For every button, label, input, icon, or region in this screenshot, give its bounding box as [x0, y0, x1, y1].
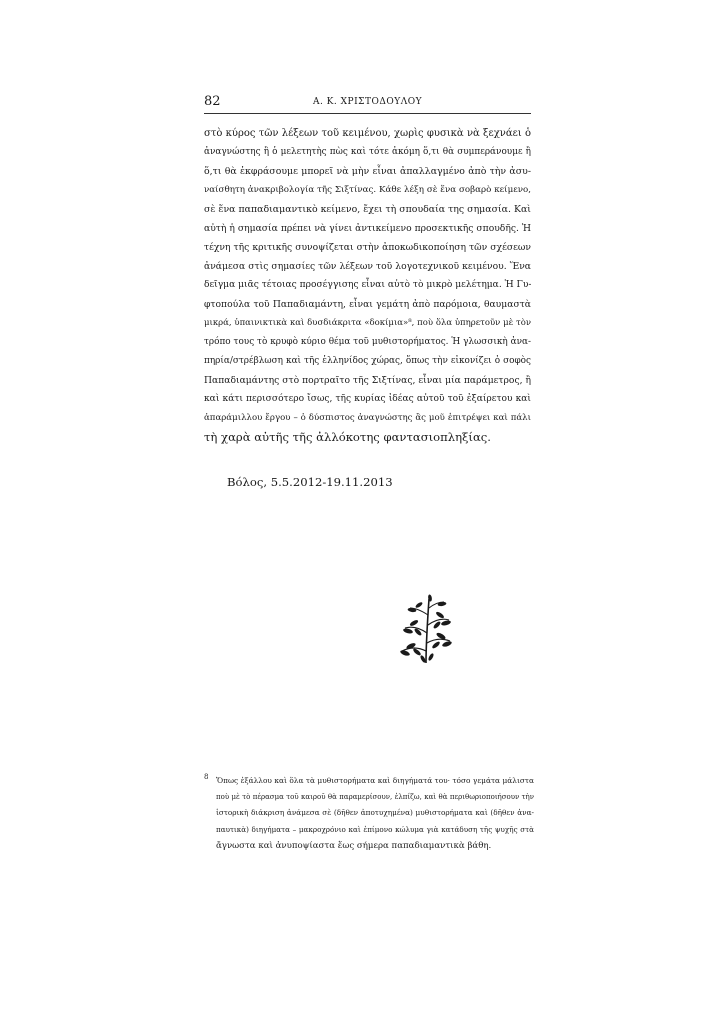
body-line: ἀνάμεσα στὶς σημασίες τῶν λέξεων τοῦ λογοτεχνικοῦ κειμένου. Ἕνα — [204, 261, 531, 272]
footnote-line: ἱστορικὴ διάκριση ἀνάμεσα σὲ (δῆθεν ἀποτυχημένα) μυθιστορήματα καὶ (δῆθεν ἀνα- — [216, 808, 534, 818]
footnote-line: ποὺ μὲ τὸ πέρασμα τοῦ καιροῦ θὰ παραμερίσουν, ἐλπίζω, καὶ θὰ περιθωριοποιήσουν τὴν — [216, 793, 534, 802]
body-line: ναίσθητη ἀνακριβολογία τῆς Σιξτίνας. Κάθε λέξη σὲ ἕνα σοβαρὸ κείμενο, — [204, 185, 531, 195]
page-header — [204, 94, 531, 112]
footnote-marker: 8 — [204, 773, 209, 781]
header-rule — [204, 113, 531, 114]
footnote-line: ἄγνωστα καὶ ἀνυποψίαστα ἕως σήμερα παπαδιαμαντικὰ βάθη. — [216, 840, 492, 851]
body-line: πηρία/στρέβλωση καὶ τῆς ἑλληνίδος χώρας, ὅπως τὴν εἰκονίζει ὁ σοφὸς — [204, 356, 531, 366]
place-date-signature: Βόλος, 5.5.2012-19.11.2013 — [227, 475, 393, 489]
body-line: φτοπούλα τοῦ Παπαδιαμάντη, εἶναι γεμάτη ἀπὸ παρόμοια, θαυμαστὰ — [204, 299, 531, 310]
body-line: σὲ ἕνα παπαδιαμαντικὸ κείμενο, ἔχει τὴ σπουδαία της σημασία. Καὶ — [204, 204, 531, 215]
body-line: αὐτὴ ἡ σημασία πρέπει νὰ γίνει ἀντικείμενο προσεκτικῆς σπουδῆς. Ἡ — [204, 223, 531, 234]
body-line: ἀπαράμιλλου ἔργου – ὁ δύσπιστος ἀναγνώστης ἂς μοῦ ἐπιτρέψει καὶ πάλι — [204, 413, 531, 423]
body-line: τέχνη τῆς κριτικῆς συνοψίζεται στὴν ἀποκωδικοποίηση τῶν σχέσεων — [204, 242, 531, 253]
body-line: τὴ χαρὰ αὐτῆς τῆς ἀλλόκοτης φαντασιοπληξίας. — [204, 430, 491, 444]
body-line: στὸ κύρος τῶν λέξεων τοῦ κειμένου, χωρὶς φυσικὰ νὰ ξεχνάει ὁ — [204, 128, 531, 139]
page-number: 82 — [204, 94, 221, 109]
footnote-line: παυτικὰ) διηγήματα – μακροχρόνιο καὶ ἐπίμονο κώλυμα γιὰ κατάδυση τῆς ψυχῆς στὰ — [216, 824, 534, 834]
footnote-text — [216, 773, 534, 854]
running-head: Α. Κ. ΧΡΙΣΤΟΔΟΥΛΟΥ — [312, 97, 423, 107]
body-line: ἀναγνώστης ἢ ὁ μελετητὴς πὼς καὶ τότε ἀκόμη ὅ,τι θὰ συμπεράνουμε ἢ — [204, 147, 531, 157]
footnote-line: Ὅπως ἐξάλλου καὶ ὅλα τὰ μυθιστορήματα καὶ διηγήματά του· τόσο γεμάτα μάλιστα — [216, 776, 534, 785]
body-line: μικρά, ὑπαινικτικὰ καὶ δυσδιάκριτα «δοκίμια»⁸, ποὺ ὅλα ὑπηρετοῦν μὲ τὸν — [204, 318, 531, 328]
body-line: δεῖγμα μιᾶς τέτοιας προσέγγισης εἶναι αὐτὸ τὸ μικρὸ μελέτημα. Ἡ Γυ- — [204, 280, 531, 290]
olive-branch-icon — [396, 593, 456, 665]
body-line: Παπαδιαμάντης στὸ πορτραῖτο τῆς Σιξτίνας, εἶναι μία παράμετρος, ἢ — [204, 375, 531, 386]
body-line: τρόπο τους τὸ κρυφὸ κύριο θέμα τοῦ μυθιστορήματος. Ἡ γλωσσικὴ ἀνα- — [204, 337, 531, 347]
body-line: καὶ κάτι περισσότερο ἴσως, τῆς κυρίας ἰδέας αὐτοῦ τοῦ ἐξαίρετου καὶ — [204, 394, 531, 404]
body-text — [204, 124, 531, 447]
body-line: ὅ,τι θὰ ἐκφράσουμε μπορεῖ νὰ μὴν εἶναι ἀπαλλαγμένο ἀπὸ τὴν ἀσυ- — [204, 166, 531, 177]
